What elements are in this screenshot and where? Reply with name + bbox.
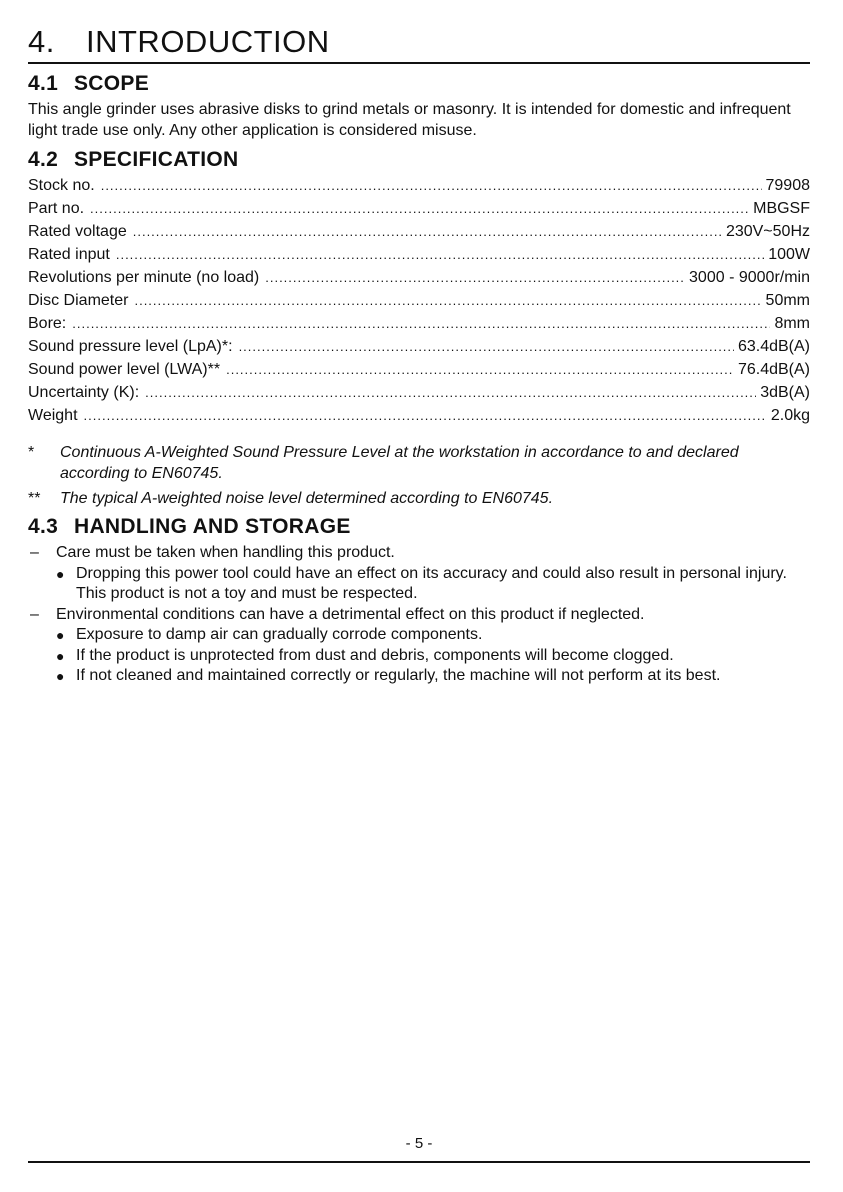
spec-value: 3000 - 9000r/min	[689, 269, 810, 286]
spec-label: Sound pressure level (LpA)*:	[28, 338, 233, 355]
spec-row	[28, 312, 810, 335]
handling-title: HANDLING AND STORAGE	[74, 515, 351, 538]
bullet-item	[28, 625, 810, 646]
spec-label: Sound power level (LWA)**	[28, 361, 221, 378]
specification-title: SPECIFICATION	[74, 148, 239, 171]
scope-number: 4.1	[28, 72, 59, 95]
bullet-icon: ●	[56, 668, 65, 684]
top-rule	[28, 62, 810, 64]
specification-heading	[28, 148, 239, 172]
bullet-item	[28, 564, 810, 605]
bullet-icon: ●	[56, 565, 65, 582]
specification-number: 4.2	[28, 148, 59, 171]
manual-page	[28, 0, 810, 1192]
bullet-text: Exposure to damp air can gradually corrode components.	[76, 626, 483, 643]
spec-value: 3dB(A)	[760, 384, 810, 401]
spec-label: Disc Diameter	[28, 292, 129, 309]
bullet-icon: ●	[56, 647, 65, 664]
spec-label: Revolutions per minute (no load)	[28, 269, 260, 286]
bullet-text: If the product is unprotected from dust and debris, components will become clogged.	[76, 646, 674, 664]
spec-value: MBGSF	[753, 200, 810, 217]
spec-value: 100W	[768, 246, 810, 263]
page-number: - 5 -	[405, 1135, 433, 1152]
spec-value: 50mm	[765, 292, 810, 309]
leader-dots	[90, 197, 749, 220]
spec-value: 2.0kg	[770, 407, 810, 424]
spec-value: 79908	[765, 177, 810, 194]
bullet-text: If not cleaned and maintained correctly or regularly, the machine will not perform at its best.	[76, 667, 721, 684]
spec-row	[28, 289, 810, 312]
scope-title: SCOPE	[74, 72, 150, 95]
spec-row	[28, 266, 810, 289]
handling-heading	[28, 515, 351, 539]
dash-marker: –	[30, 544, 39, 561]
list-item	[28, 605, 810, 626]
spec-row	[28, 404, 810, 427]
leader-dots	[72, 312, 770, 335]
scope-text: This angle grinder uses abrasive disks to grind metals or masonry. It is intended for domestic and infrequent light trade use only. Any other application is considered misuse.	[28, 101, 791, 139]
bullet-item	[28, 646, 810, 667]
spec-row	[28, 335, 810, 358]
spec-value: 8mm	[774, 315, 810, 332]
spec-row	[28, 220, 810, 243]
leader-dots	[239, 335, 734, 358]
section-heading	[28, 24, 330, 60]
leader-dots	[145, 381, 756, 404]
bullet-icon: ●	[56, 627, 65, 643]
spec-table	[28, 174, 810, 427]
spec-row	[28, 358, 810, 381]
spec-label: Rated voltage	[28, 223, 127, 240]
footnote-double-asterisk	[28, 488, 810, 509]
spec-row	[28, 381, 810, 404]
leader-dots	[134, 289, 761, 312]
section-number: 4.	[28, 24, 55, 59]
leader-dots	[133, 220, 722, 243]
dash-marker: –	[30, 605, 39, 623]
leader-dots	[265, 266, 685, 289]
leader-dots	[226, 358, 734, 381]
spec-row	[28, 174, 810, 197]
footnote-mark: **	[28, 490, 41, 507]
handling-number: 4.3	[28, 515, 59, 538]
spec-row	[28, 243, 810, 266]
footnote-text: The typical A-weighted noise level determined according to EN60745.	[60, 490, 554, 507]
spec-label: Bore:	[28, 315, 67, 332]
spec-value: 76.4dB(A)	[737, 361, 810, 378]
bottom-rule	[28, 1161, 810, 1163]
spec-label: Part no.	[28, 200, 85, 217]
bullet-text: Dropping this power tool could have an effect on its accuracy and could also result in personal injury. This product is not a toy and must be respected.	[76, 564, 787, 602]
handling-list	[28, 543, 810, 687]
spec-row	[28, 197, 810, 220]
footnote-text: Continuous A-Weighted Sound Pressure Level at the workstation in accordance to and declared according to EN60745.	[60, 444, 739, 482]
leader-dots	[84, 404, 767, 427]
list-item	[28, 543, 810, 564]
spec-label: Rated input	[28, 246, 110, 263]
list-item-text: Environmental conditions can have a detrimental effect on this product if neglected.	[56, 605, 645, 623]
spec-value: 63.4dB(A)	[737, 338, 810, 355]
spec-label: Stock no.	[28, 177, 95, 194]
spec-label: Uncertainty (K):	[28, 384, 140, 401]
spec-label: Weight	[28, 407, 78, 424]
list-item-text: Care must be taken when handling this product.	[56, 544, 395, 561]
leader-dots	[116, 243, 764, 266]
scope-heading	[28, 72, 149, 96]
footnote-single-asterisk	[28, 442, 810, 484]
footnote-mark: *	[28, 444, 35, 461]
bullet-item	[28, 666, 810, 687]
leader-dots	[101, 174, 762, 197]
section-title: INTRODUCTION	[86, 24, 330, 59]
spec-value: 230V~50Hz	[725, 223, 810, 240]
